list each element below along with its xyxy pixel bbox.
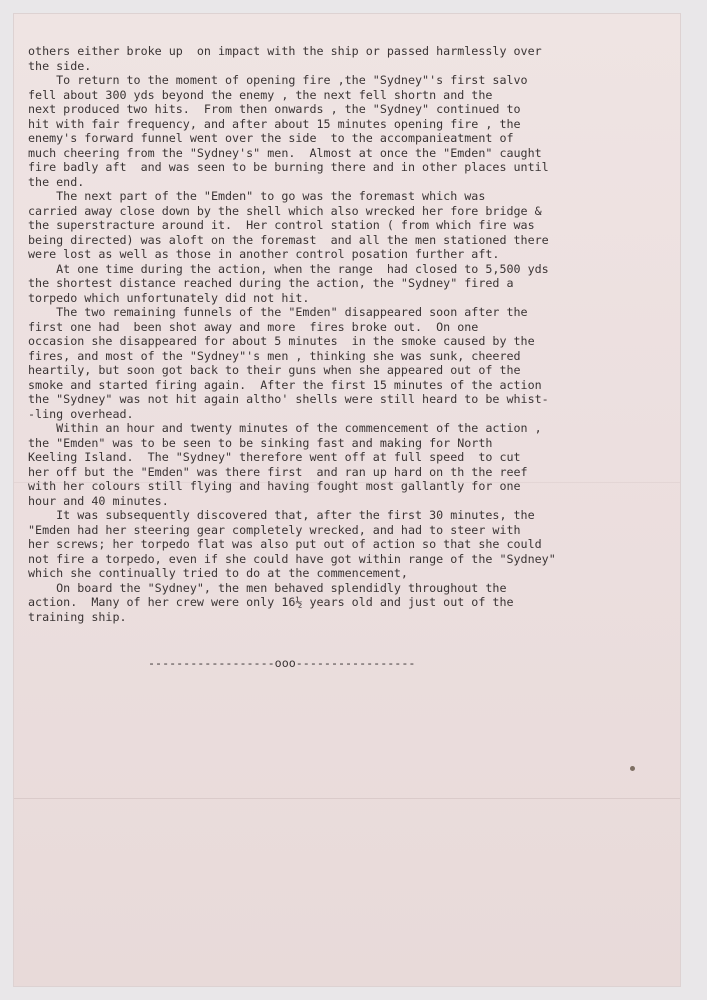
- text-line: much cheering from the "Sydney's" men. Almost at once the "Emden" caught: [28, 145, 542, 160]
- text-line: The two remaining funnels of the "Emden" disappeared soon after the: [28, 305, 528, 319]
- text-line: others either broke up on impact with the ship or passed harmlessly over: [28, 44, 542, 58]
- text-line: were lost as well as those in another control posation further aft.: [28, 247, 500, 261]
- section-divider: ------------------ooo-----------------: [148, 656, 416, 670]
- text-line: with her colours still flying and having fought most gallantly for one: [28, 479, 521, 493]
- text-line: not fire a torpedo, even if she could have got within range of the "Sydney": [28, 551, 556, 566]
- text-line: the end.: [28, 174, 85, 189]
- text-line: fires, and most of the "Sydney"'s men , thinking she was sunk, cheered: [28, 348, 521, 363]
- text-line: her screws; her torpedo flat was also put out of action so that she could: [28, 537, 542, 551]
- text-line: Within an hour and twenty minutes of the commencement of the action ,: [28, 421, 542, 435]
- text-line: the superstracture around it. Her control station ( from which fire was: [28, 218, 535, 232]
- text-line: action. Many of her crew were only 16½ years old and just out of the: [28, 595, 514, 609]
- text-line: which she continually tried to do at the commencement,: [28, 566, 408, 580]
- text-line: -ling overhead.: [28, 406, 134, 421]
- text-line: first one had been shot away and more fires broke out. On one: [28, 319, 479, 334]
- text-line: smoke and started firing again. After the first 15 minutes of the action: [28, 377, 542, 392]
- text-line: training ship.: [28, 609, 127, 624]
- text-line: heartily, but soon got back to their guns when she appeared out of the: [28, 363, 521, 377]
- text-line: hit with fair frequency, and after about 15 minutes opening fire , the: [28, 116, 521, 131]
- text-line: the shortest distance reached during the action, the "Sydney" fired a: [28, 276, 514, 290]
- text-line: "Emden had her steering gear completely wrecked, and had to steer with: [28, 522, 521, 537]
- text-line: carried away close down by the shell which also wrecked her fore bridge &: [28, 203, 542, 218]
- text-line: The next part of the "Emden" to go was the foremast which was: [28, 189, 486, 203]
- text-line: next produced two hits. From then onwards , the "Sydney" continued to: [28, 102, 521, 116]
- text-line: the side.: [28, 58, 92, 73]
- text-line: fire badly aft and was seen to be burning there and in other places until: [28, 160, 549, 174]
- text-line: occasion she disappeared for about 5 minutes in the smoke caused by the: [28, 334, 535, 348]
- ink-speck: [630, 766, 635, 771]
- text-line: enemy's forward funnel went over the side to the accompanieatment of: [28, 131, 514, 145]
- text-line: To return to the moment of opening fire ,the "Sydney"'s first salvo: [28, 73, 528, 87]
- text-line: Keeling Island. The "Sydney" therefore went off at full speed to cut: [28, 450, 521, 464]
- text-line: hour and 40 minutes.: [28, 493, 169, 508]
- text-line: the "Emden" was to be seen to be sinking fast and making for North: [28, 435, 493, 450]
- text-line: torpedo which unfortunately did not hit.: [28, 290, 310, 305]
- text-line: her off but the "Emden" was there first and ran up hard on th the reef: [28, 464, 528, 479]
- text-line: the "Sydney" was not hit again altho' shells were still heard to be whist-: [28, 392, 549, 406]
- text-line: fell about 300 yds beyond the enemy , the next fell shortn and the: [28, 87, 493, 102]
- fold-crease-lower: [14, 798, 680, 799]
- typed-text-body: [28, 44, 668, 624]
- text-line: It was subsequently discovered that, after the first 30 minutes, the: [28, 508, 535, 522]
- text-line: being directed) was aloft on the foremast and all the men stationed there: [28, 232, 549, 247]
- text-line: On board the "Sydney", the men behaved splendidly throughout the: [28, 580, 507, 595]
- text-line: At one time during the action, when the range had closed to 5,500 yds: [28, 261, 549, 276]
